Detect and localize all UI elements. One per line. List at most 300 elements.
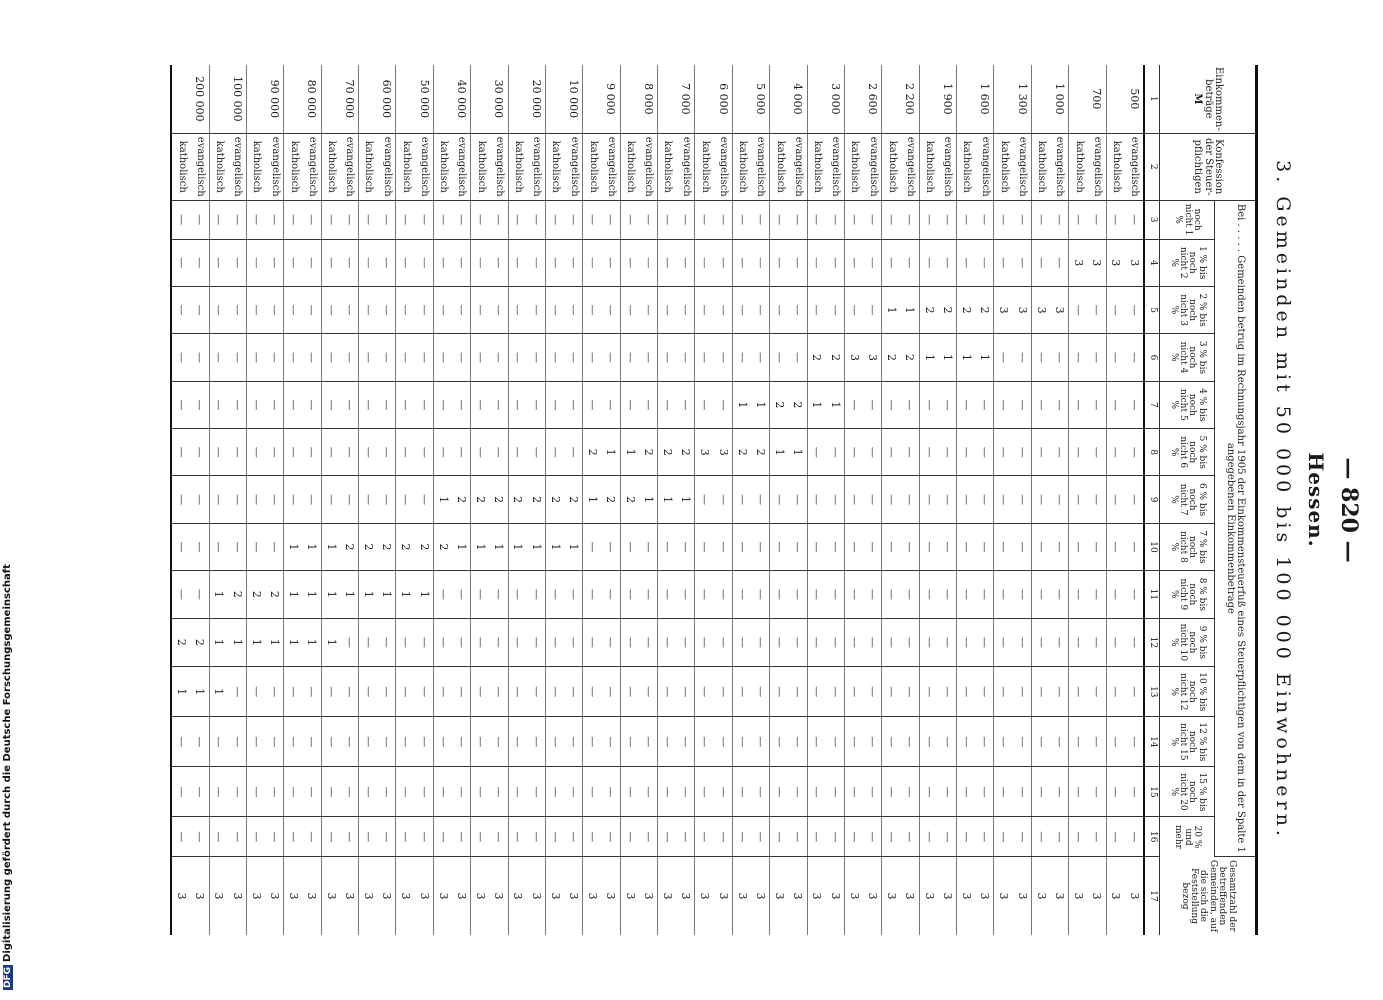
rate-count-cell: —	[751, 286, 770, 333]
rate-header-3: 2 % bis noch nicht 3 %	[1160, 286, 1215, 333]
rate-header-4: 3 % bis noch nicht 4 %	[1160, 334, 1215, 381]
rate-count-cell: 1	[247, 618, 266, 667]
rate-count-cell: —	[508, 381, 527, 428]
rate-count-cell: 1	[957, 334, 976, 381]
income-amount-cell: 2 600	[863, 65, 882, 133]
rate-count-cell: —	[882, 200, 901, 239]
rate-count-cell: —	[994, 334, 1013, 381]
rate-count-cell: —	[826, 618, 845, 667]
table-row	[247, 65, 266, 935]
column-number: 1	[1144, 65, 1160, 133]
rate-count-cell: 1	[564, 523, 583, 570]
column-number: 3	[1144, 200, 1160, 239]
rate-count-cell: —	[1069, 523, 1088, 570]
rate-count-cell: 2	[396, 523, 415, 570]
rate-count-cell: 3	[1087, 239, 1106, 286]
rate-count-cell: —	[527, 667, 546, 717]
income-amount-cell	[807, 65, 826, 133]
rate-count-cell: 2	[247, 571, 266, 618]
rate-count-cell: —	[676, 334, 695, 381]
rate-count-cell: —	[1125, 334, 1144, 381]
rate-count-cell: —	[228, 523, 247, 570]
rate-count-cell: —	[377, 667, 396, 717]
confession-cell: katholisch	[359, 133, 378, 200]
rate-count-cell: —	[714, 817, 733, 857]
rate-count-cell: —	[602, 200, 621, 239]
rate-count-cell: —	[583, 667, 602, 717]
rate-count-cell: —	[228, 334, 247, 381]
rate-count-cell: —	[845, 429, 864, 476]
rate-count-cell: —	[788, 476, 807, 523]
rate-count-cell: —	[452, 381, 471, 428]
rate-count-cell: —	[919, 523, 938, 570]
rate-count-cell: —	[209, 717, 228, 767]
rate-count-cell: —	[957, 571, 976, 618]
table-row	[583, 65, 602, 935]
confession-cell: evangelisch	[1050, 133, 1069, 200]
rate-count-cell: —	[190, 381, 209, 428]
rate-count-cell: —	[546, 717, 565, 767]
income-amount-cell	[732, 65, 751, 133]
rate-count-cell: —	[975, 717, 994, 767]
confession-cell: katholisch	[209, 133, 228, 200]
total-cell: 3	[751, 857, 770, 936]
rate-count-cell: —	[471, 571, 490, 618]
rate-count-cell: —	[359, 200, 378, 239]
rate-count-cell: —	[770, 817, 789, 857]
rate-count-cell: —	[228, 717, 247, 767]
rate-count-cell: —	[171, 717, 190, 767]
rate-count-cell: —	[546, 381, 565, 428]
total-cell: 3	[1013, 857, 1032, 936]
income-amount-cell: 700	[1087, 65, 1106, 133]
income-amount-cell: 7 000	[676, 65, 695, 133]
rate-count-cell: 1	[359, 571, 378, 618]
rate-count-cell: —	[770, 239, 789, 286]
table-row	[303, 65, 322, 935]
rate-count-cell: —	[209, 200, 228, 239]
rate-count-cell: —	[527, 618, 546, 667]
table-row	[1050, 65, 1069, 935]
rate-count-cell: —	[714, 571, 733, 618]
rate-count-cell: 2	[508, 476, 527, 523]
rate-count-cell: —	[732, 286, 751, 333]
table-row	[639, 65, 658, 935]
rate-header-14: 20 % und mehr	[1160, 817, 1215, 857]
rate-count-cell: 1	[546, 523, 565, 570]
rate-count-cell: —	[695, 381, 714, 428]
total-cell: 3	[602, 857, 621, 936]
confession-cell: katholisch	[321, 133, 340, 200]
rate-count-cell: —	[994, 717, 1013, 767]
rate-count-cell: —	[303, 334, 322, 381]
rate-count-cell: —	[770, 767, 789, 817]
rate-count-cell: —	[919, 618, 938, 667]
confession-cell: evangelisch	[489, 133, 508, 200]
rate-count-cell: —	[975, 381, 994, 428]
rate-count-cell: —	[695, 523, 714, 570]
income-amount-cell: 60 000	[377, 65, 396, 133]
rate-count-cell: —	[359, 286, 378, 333]
confession-cell: evangelisch	[377, 133, 396, 200]
rate-count-cell: —	[1031, 334, 1050, 381]
rate-count-cell: —	[676, 717, 695, 767]
rate-count-cell: —	[714, 200, 733, 239]
rate-count-cell: —	[602, 571, 621, 618]
rate-count-cell: —	[471, 618, 490, 667]
confession-cell: katholisch	[807, 133, 826, 200]
rate-count-cell: —	[919, 200, 938, 239]
confession-cell: katholisch	[396, 133, 415, 200]
table-row	[807, 65, 826, 935]
rate-count-cell: —	[676, 817, 695, 857]
rate-count-cell: —	[171, 200, 190, 239]
rate-count-cell: —	[527, 334, 546, 381]
rate-count-cell: —	[508, 334, 527, 381]
rate-count-cell: —	[583, 618, 602, 667]
confession-cell: evangelisch	[1013, 133, 1032, 200]
rotated-page-content	[175, 50, 1368, 950]
rate-count-cell: —	[489, 239, 508, 286]
rate-count-cell: —	[770, 571, 789, 618]
rate-count-cell: —	[994, 429, 1013, 476]
table-row	[845, 65, 864, 935]
rate-count-cell: —	[620, 200, 639, 239]
rate-count-cell: —	[938, 717, 957, 767]
rate-count-cell: —	[732, 200, 751, 239]
rate-count-cell: —	[882, 667, 901, 717]
rate-count-cell: 1	[228, 618, 247, 667]
rate-count-cell: —	[171, 571, 190, 618]
income-amount-cell	[583, 65, 602, 133]
rate-count-cell: —	[1087, 667, 1106, 717]
rate-count-cell: —	[1125, 717, 1144, 767]
rate-count-cell: —	[919, 717, 938, 767]
rate-count-cell: 2	[433, 523, 452, 570]
rate-count-cell: 2	[826, 334, 845, 381]
table-row	[452, 65, 471, 935]
rate-count-cell: 1	[265, 618, 284, 667]
rate-count-cell: —	[546, 239, 565, 286]
rate-count-cell: —	[1050, 523, 1069, 570]
rate-count-cell: —	[247, 200, 266, 239]
column-number: 8	[1144, 429, 1160, 476]
income-amount-cell: 6 000	[714, 65, 733, 133]
rate-count-cell: 2	[639, 429, 658, 476]
rate-count-cell: 2	[919, 286, 938, 333]
rate-count-cell: —	[583, 239, 602, 286]
rate-count-cell: —	[359, 767, 378, 817]
rate-count-cell: —	[807, 239, 826, 286]
table-row	[527, 65, 546, 935]
rate-count-cell: —	[433, 334, 452, 381]
rate-count-cell: —	[994, 817, 1013, 857]
rate-count-cell: —	[190, 767, 209, 817]
total-cell: 3	[960, 892, 973, 900]
rate-count-cell: —	[732, 523, 751, 570]
rate-count-cell: 1	[732, 381, 751, 428]
income-amount-cell: 1 600	[975, 65, 994, 133]
rate-count-cell: —	[1106, 667, 1125, 717]
rate-count-cell: —	[433, 817, 452, 857]
rate-count-cell: —	[265, 667, 284, 717]
rate-count-cell: —	[901, 239, 920, 286]
rate-count-cell: —	[1087, 200, 1106, 239]
rate-count-cell: —	[359, 667, 378, 717]
rate-count-cell: —	[938, 523, 957, 570]
rate-count-cell: —	[620, 571, 639, 618]
rate-count-cell: —	[695, 717, 714, 767]
rate-count-cell: —	[957, 717, 976, 767]
income-amount-cell: 1 900	[938, 65, 957, 133]
rate-count-cell: —	[938, 381, 957, 428]
rate-count-cell: —	[845, 618, 864, 667]
rate-count-cell: —	[863, 476, 882, 523]
table-row	[620, 65, 639, 935]
rate-count-cell: —	[695, 334, 714, 381]
income-amount-cell	[209, 65, 228, 133]
confession-cell: evangelisch	[863, 133, 882, 200]
rate-count-cell: —	[396, 381, 415, 428]
rate-count-cell: 1	[620, 429, 639, 476]
rate-count-cell: —	[807, 767, 826, 817]
rate-count-cell: —	[190, 717, 209, 767]
rate-count-cell: —	[396, 667, 415, 717]
table-row	[695, 65, 714, 935]
rate-count-cell: —	[975, 618, 994, 667]
total-cell: 3	[415, 857, 434, 936]
rate-count-cell: —	[751, 523, 770, 570]
rate-count-cell: —	[471, 767, 490, 817]
rate-count-cell: 1	[171, 667, 190, 717]
rate-count-cell: —	[863, 429, 882, 476]
rate-count-cell: —	[321, 286, 340, 333]
statistics-table	[170, 65, 1258, 935]
rate-count-cell: —	[247, 667, 266, 717]
rate-count-cell: —	[1069, 717, 1088, 767]
total-cell: 3	[714, 857, 733, 936]
rate-count-cell: —	[433, 200, 452, 239]
rate-count-cell: —	[546, 667, 565, 717]
rate-count-cell: —	[975, 476, 994, 523]
total-cell: 3	[377, 857, 396, 936]
confession-cell: katholisch	[994, 133, 1013, 200]
confession-cell: evangelisch	[602, 133, 621, 200]
rate-count-cell: —	[359, 429, 378, 476]
rate-count-cell: —	[433, 381, 452, 428]
rate-count-cell: —	[1087, 618, 1106, 667]
table-row	[788, 65, 807, 935]
rate-count-cell: —	[658, 200, 677, 239]
rate-count-cell: —	[415, 200, 434, 239]
rate-count-cell: —	[228, 239, 247, 286]
rate-count-cell: 1	[938, 334, 957, 381]
rate-count-cell: —	[1031, 381, 1050, 428]
rate-count-cell: —	[919, 767, 938, 817]
total-cell: 3	[489, 857, 508, 936]
rate-count-cell: —	[863, 767, 882, 817]
confession-cell: katholisch	[919, 133, 938, 200]
rate-count-cell: —	[396, 767, 415, 817]
confession-cell: evangelisch	[826, 133, 845, 200]
rate-count-cell: —	[620, 618, 639, 667]
rate-count-cell: 2	[620, 476, 639, 523]
rate-count-cell: —	[265, 476, 284, 523]
rate-count-cell: —	[882, 381, 901, 428]
rate-count-cell: —	[620, 667, 639, 717]
rate-count-cell: —	[1013, 667, 1032, 717]
rate-count-cell: —	[471, 286, 490, 333]
rate-count-cell: —	[303, 239, 322, 286]
rate-count-cell: —	[508, 286, 527, 333]
rate-count-cell: —	[209, 381, 228, 428]
confession-cell: evangelisch	[788, 133, 807, 200]
rate-count-cell: —	[247, 334, 266, 381]
table-row	[265, 65, 284, 935]
rate-count-cell: —	[994, 381, 1013, 428]
rate-count-cell: —	[695, 571, 714, 618]
rate-count-cell: —	[583, 817, 602, 857]
rate-count-cell: —	[1125, 200, 1144, 239]
rate-count-cell: 1	[882, 286, 901, 333]
income-amount-cell	[321, 65, 340, 133]
total-cell: 3	[324, 892, 338, 900]
rate-count-cell: —	[359, 817, 378, 857]
income-amount-cell: 30 000	[489, 65, 508, 133]
income-amount-cell	[919, 65, 938, 133]
total-cell: 3	[938, 857, 957, 936]
total-cell: 3	[1050, 857, 1069, 936]
rate-count-cell: —	[190, 523, 209, 570]
rate-count-cell: 2	[882, 334, 901, 381]
column-number: 11	[1144, 571, 1160, 618]
rate-count-cell: —	[471, 239, 490, 286]
rate-count-cell: —	[1087, 523, 1106, 570]
rate-count-cell: —	[695, 286, 714, 333]
confession-cell: katholisch	[546, 133, 565, 200]
rate-count-cell: —	[788, 817, 807, 857]
rate-count-cell: —	[471, 429, 490, 476]
rate-count-cell: —	[751, 476, 770, 523]
rate-count-cell: —	[751, 571, 770, 618]
rate-count-cell: —	[377, 200, 396, 239]
table-row	[190, 65, 209, 935]
rate-count-cell: —	[620, 817, 639, 857]
rate-count-cell: —	[415, 667, 434, 717]
rate-count-cell: —	[247, 523, 266, 570]
total-cell: 3	[436, 892, 450, 900]
rate-count-cell: —	[1031, 239, 1050, 286]
rate-count-cell: —	[1069, 429, 1088, 476]
table-row	[770, 65, 789, 935]
rate-count-cell: —	[265, 286, 284, 333]
total-cell: 3	[975, 857, 994, 936]
rate-count-cell: —	[695, 476, 714, 523]
table-row	[284, 65, 303, 935]
rate-count-cell: 1	[602, 429, 621, 476]
rate-count-cell: —	[826, 429, 845, 476]
rate-count-cell: —	[1013, 381, 1032, 428]
rate-header-1: noch nicht 1 %	[1160, 200, 1215, 239]
rate-count-cell: —	[845, 200, 864, 239]
table-row	[415, 65, 434, 935]
rate-count-cell: —	[247, 817, 266, 857]
rate-count-cell: —	[340, 286, 359, 333]
rate-count-cell: —	[1013, 817, 1032, 857]
rate-count-cell: —	[714, 523, 733, 570]
rate-count-cell: —	[751, 817, 770, 857]
rate-count-cell: —	[676, 618, 695, 667]
rate-count-cell: —	[527, 200, 546, 239]
rate-count-cell: —	[732, 571, 751, 618]
rate-count-cell: —	[340, 618, 359, 667]
income-amount-cell: 70 000	[340, 65, 359, 133]
rate-count-cell: —	[1087, 381, 1106, 428]
total-cell: 3	[826, 857, 845, 936]
confession-cell: evangelisch	[901, 133, 920, 200]
rate-count-cell: 2	[770, 381, 789, 428]
rate-count-cell: —	[228, 817, 247, 857]
rate-count-cell: —	[284, 476, 303, 523]
table-row	[751, 65, 770, 935]
rate-count-cell: —	[209, 239, 228, 286]
rate-count-cell: —	[527, 429, 546, 476]
rate-count-cell: —	[1013, 334, 1032, 381]
rate-count-cell: —	[901, 476, 920, 523]
income-amount-cell: 10 000	[564, 65, 583, 133]
rate-count-cell: —	[265, 817, 284, 857]
rate-count-cell: —	[396, 286, 415, 333]
rate-count-cell: —	[658, 523, 677, 570]
rate-count-cell: —	[602, 767, 621, 817]
rate-count-cell: 2	[938, 286, 957, 333]
rate-count-cell: —	[433, 286, 452, 333]
rate-count-cell: —	[770, 200, 789, 239]
rate-count-cell: —	[452, 717, 471, 767]
rate-count-cell: —	[938, 767, 957, 817]
income-amount-cell	[359, 65, 378, 133]
rate-count-cell: —	[1069, 381, 1088, 428]
column-number: 13	[1144, 667, 1160, 717]
income-amount-cell: 50 000	[415, 65, 434, 133]
rate-count-cell: —	[377, 817, 396, 857]
rate-count-cell: —	[546, 767, 565, 817]
rate-count-cell: —	[190, 817, 209, 857]
total-cell: 3	[698, 892, 712, 900]
rate-count-cell: —	[471, 200, 490, 239]
rate-count-cell: —	[247, 286, 266, 333]
rate-count-cell: —	[901, 618, 920, 667]
rate-count-cell: —	[284, 334, 303, 381]
table-row	[508, 65, 527, 935]
rate-count-cell: —	[994, 667, 1013, 717]
rate-count-cell: —	[508, 717, 527, 767]
rate-count-cell: —	[265, 334, 284, 381]
rate-count-cell: —	[620, 381, 639, 428]
rate-count-cell: —	[471, 381, 490, 428]
rate-count-cell: —	[415, 239, 434, 286]
rate-count-cell: —	[1106, 571, 1125, 618]
income-amount-cell	[620, 65, 639, 133]
rate-count-cell: —	[265, 239, 284, 286]
total-cell: 3	[661, 892, 674, 900]
rate-count-cell: 1	[321, 571, 340, 618]
rate-count-cell: —	[732, 239, 751, 286]
rate-count-cell: —	[190, 571, 209, 618]
rate-count-cell: 2	[340, 523, 359, 570]
rate-count-cell: —	[1013, 571, 1032, 618]
rate-count-cell: —	[807, 476, 826, 523]
